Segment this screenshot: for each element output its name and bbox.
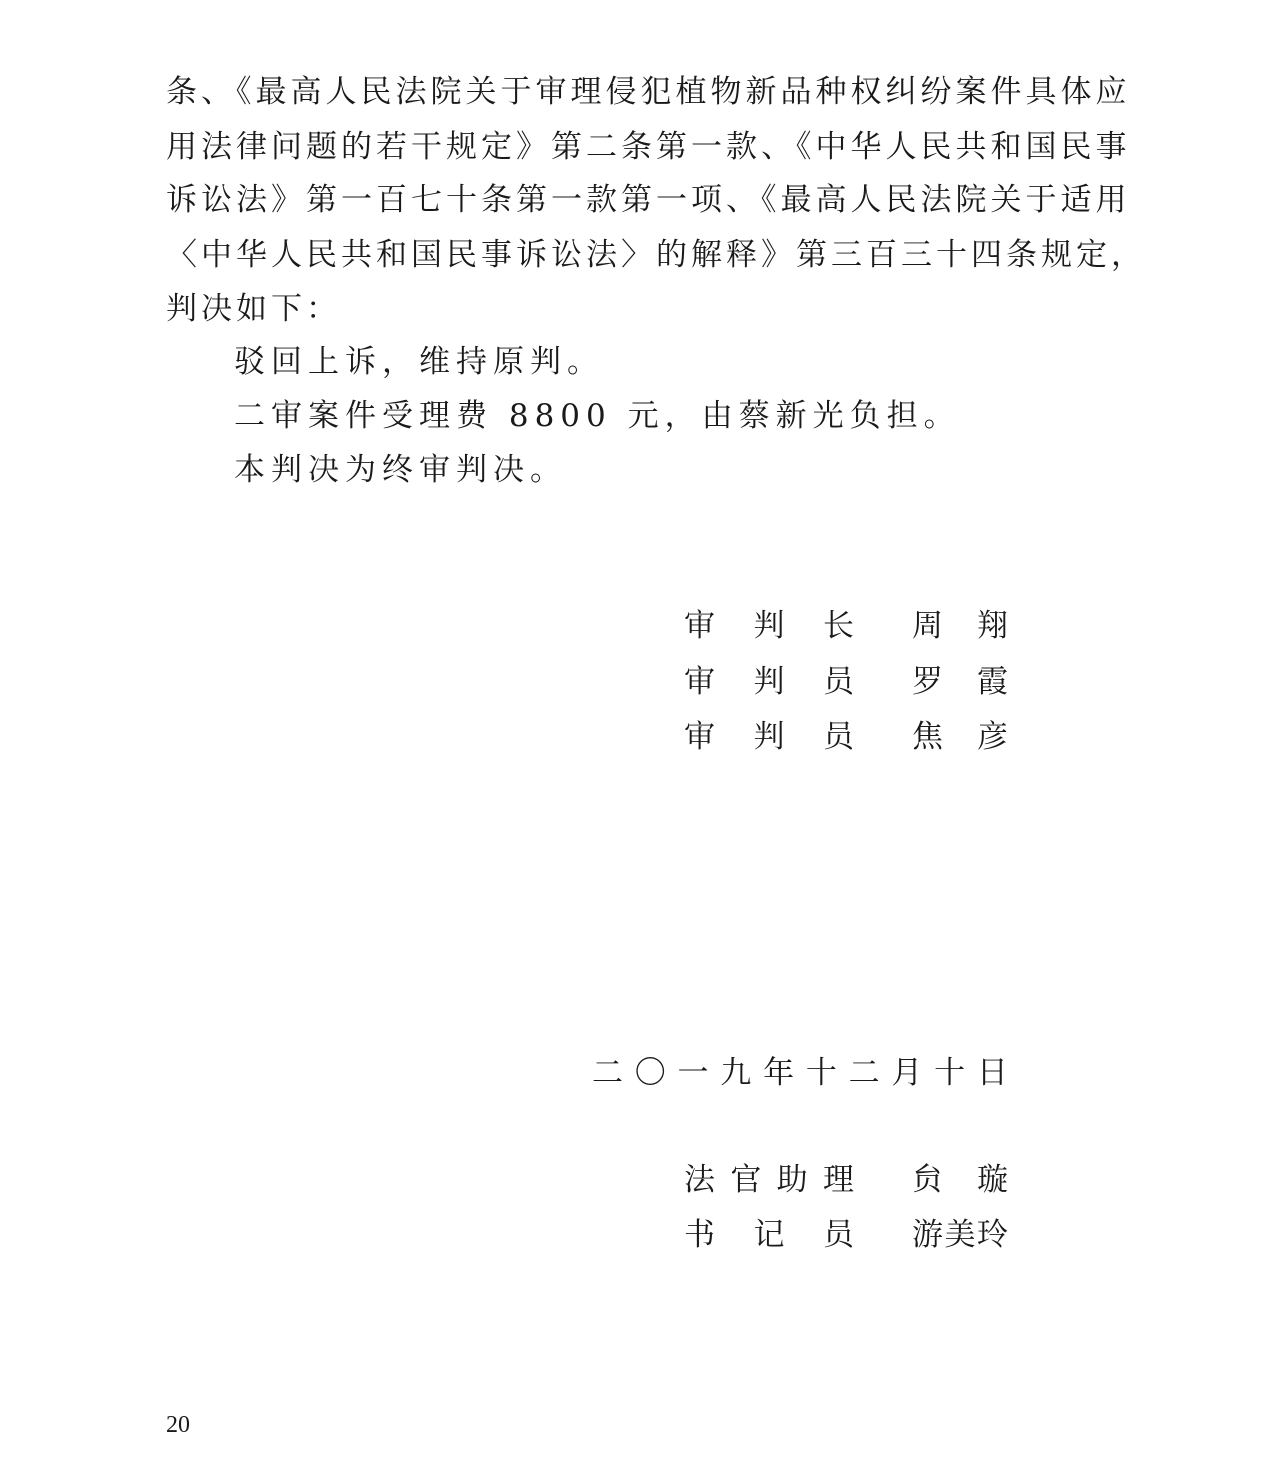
judge-name-3: 焦 彦 (912, 719, 1008, 755)
clerk-role-2: 书 记 员 (684, 1217, 854, 1253)
judge-name-1: 周 翔 (912, 608, 1008, 644)
body-line-4: 〈中华人民共和国民事诉讼法〉的解释》第三百三十四条规定， (166, 237, 1146, 273)
body-line-5: 判决如下： (166, 291, 341, 327)
clerk-role-1: 法 官 助 理 (684, 1162, 854, 1198)
judge-role-2: 审 判 员 (684, 664, 854, 700)
judge-name-2: 罗 霞 (912, 664, 1008, 700)
judge-role-1: 审 判 长 (684, 608, 854, 644)
body-line-2: 用法律问题的若干规定》第二条第一款、《中华人民共和国民事 (166, 129, 1131, 165)
ruling-line-3: 本判决为终审判决。 (234, 452, 567, 488)
clerk-name-2: 游 美 玲 (912, 1217, 1008, 1253)
clerk-name-1: 贠 璇 (912, 1162, 1008, 1198)
body-line-1: 条、《最高人民法院关于审理侵犯植物新品种权纠纷案件具体应 (166, 74, 1131, 110)
body-line-3: 诉讼法》第一百七十条第一款第一项、《最高人民法院关于适用 (166, 182, 1131, 218)
ruling-line-2: 二审案件受理费 8800 元，由蔡新光负担。 (234, 398, 961, 434)
page-number: 20 (166, 1412, 190, 1438)
ruling-line-1: 驳回上诉，维持原判。 (234, 344, 604, 380)
judgment-date: 二 〇 一 九 年 十 二 月 十 日 (592, 1055, 1008, 1091)
judge-role-3: 审 判 员 (684, 719, 854, 755)
